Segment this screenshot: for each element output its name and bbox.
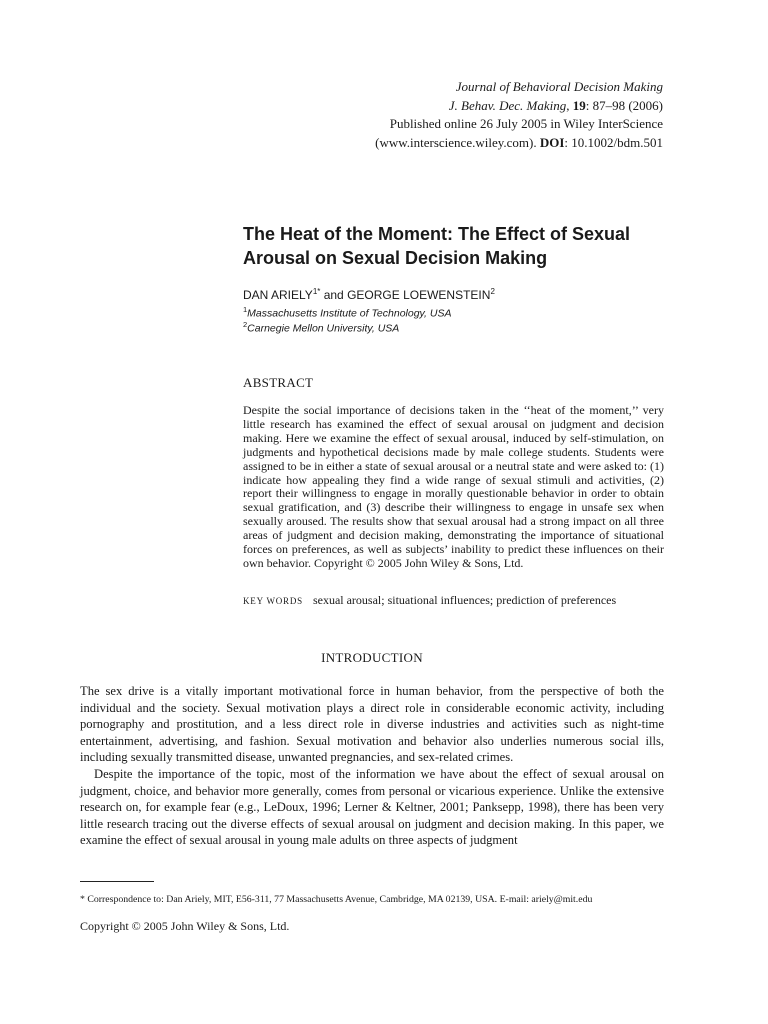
affiliation-cmu-text: Carnegie Mellon University, USA [247, 322, 400, 335]
journal-name: Journal of Behavioral Decision Making [455, 79, 663, 94]
affiliation-mit-text: Massachusetts Institute of Technology, USA [247, 307, 452, 320]
journal-volume: 19 [572, 97, 586, 113]
abstract-text: Despite the social importance of decisions taken in the ‘‘heat of the moment,’’ very little research has examined the effect of sexual arousal on judgment and decision making. Here we examine the effect of sexual arousal, induced by self-stimulation, on judgments and hypothetical decisions made by male college students. Students were assigned to be in either a state of sexual arousal or a neutral state and were asked to: (1) indicate how appealing they find a wide range of sexual stimuli and activities, (2) report their willingness to engage in morally questionable behavior in order to obtain sexual gratification, and (3) describe their willingness to engage in unsafe sex when sexually aroused. The results show that sexual arousal had a strong impact on all three areas of judgment and decision making, demonstrating the importance of situational forces on preferences, as well as subjects’ inability to predict these influences on their own behavior. Copyright © 2005 John Wiley & Sons, Ltd. [243, 403, 664, 570]
publication-note: Published online 26 July 2005 in Wiley InterScience [389, 116, 663, 131]
author-line [243, 284, 495, 303]
journal-header [375, 78, 663, 152]
journal-website[interactable]: (www.interscience.wiley.com). [375, 134, 537, 150]
abstract-heading: ABSTRACT [243, 375, 314, 390]
introduction-body [80, 683, 664, 849]
intro-paragraph-1: The sex drive is a vitally important motivational force in human behavior, from the perspective of both the individual and the society. Sexual motivation plays a direct role in considerable economic activity, including pornography and prostitution, and a less direct role in diverse industries and activities such as night-time entertainment, advertising, and fashion. Sexual motivation and behavior also underlies numerous social ills, including sexually transmitted disease, unwanted pregnancies, and sex-related crimes. [80, 684, 664, 765]
keywords-text: sexual arousal; situational influences; prediction of preferences [312, 593, 617, 607]
intro-paragraph-2: Despite the importance of the topic, most of the information we have about the effect of sexual arousal on judgment, choice, and behavior more generally, comes from personal or vicarious experience. Unlike the extensive research on, for example fear (e.g., LeDoux, 1996; Lerner & Keltner, 2001; Panksepp, 1998), there has been very little research tracing out the diverse effects of sexual arousal on judgment and decision making. In this paper, we examine the effect of sexual arousal in young male adults on three aspects of judgment [80, 766, 664, 848]
author-ariely-marker: 1* [312, 287, 321, 296]
copyright-notice: Copyright © 2005 John Wiley & Sons, Ltd. [80, 919, 290, 933]
journal-pages: : 87–98 (2006) [585, 97, 663, 113]
author-joiner: and [320, 288, 348, 302]
footnote-divider [80, 881, 154, 882]
author-loewenstein-marker: 2 [490, 287, 495, 296]
author-ariely: DAN ARIELY [243, 288, 313, 302]
doi-value[interactable]: : 10.1002/bdm.501 [564, 134, 663, 150]
affiliation-cmu-marker: 2 [243, 320, 248, 329]
introduction-heading: INTRODUCTION [321, 650, 423, 665]
correspondence-footnote: * Correspondence to: Dan Ariely, MIT, E56-311, 77 Massachusetts Avenue, Cambridge, MA 02139, USA. E-mail: ariely@mit.edu [80, 894, 593, 905]
journal-citation: J. Behav. Dec. Making, 19: 87–98 (2006) [448, 97, 663, 113]
journal-abbr: J. Behav. Dec. Making [448, 97, 567, 113]
doi-line [375, 134, 663, 153]
affiliation-mit-marker: 1 [243, 305, 248, 314]
article-title: The Heat of the Moment: The Effect of Sexual Arousal on Sexual Decision Making [243, 224, 631, 268]
affiliation-cmu [243, 318, 399, 336]
keywords-label: KEY WORDS [243, 596, 303, 606]
author-loewenstein: GEORGE LOEWENSTEIN [347, 288, 491, 302]
keywords [243, 593, 616, 608]
doi-label: DOI [539, 134, 565, 150]
